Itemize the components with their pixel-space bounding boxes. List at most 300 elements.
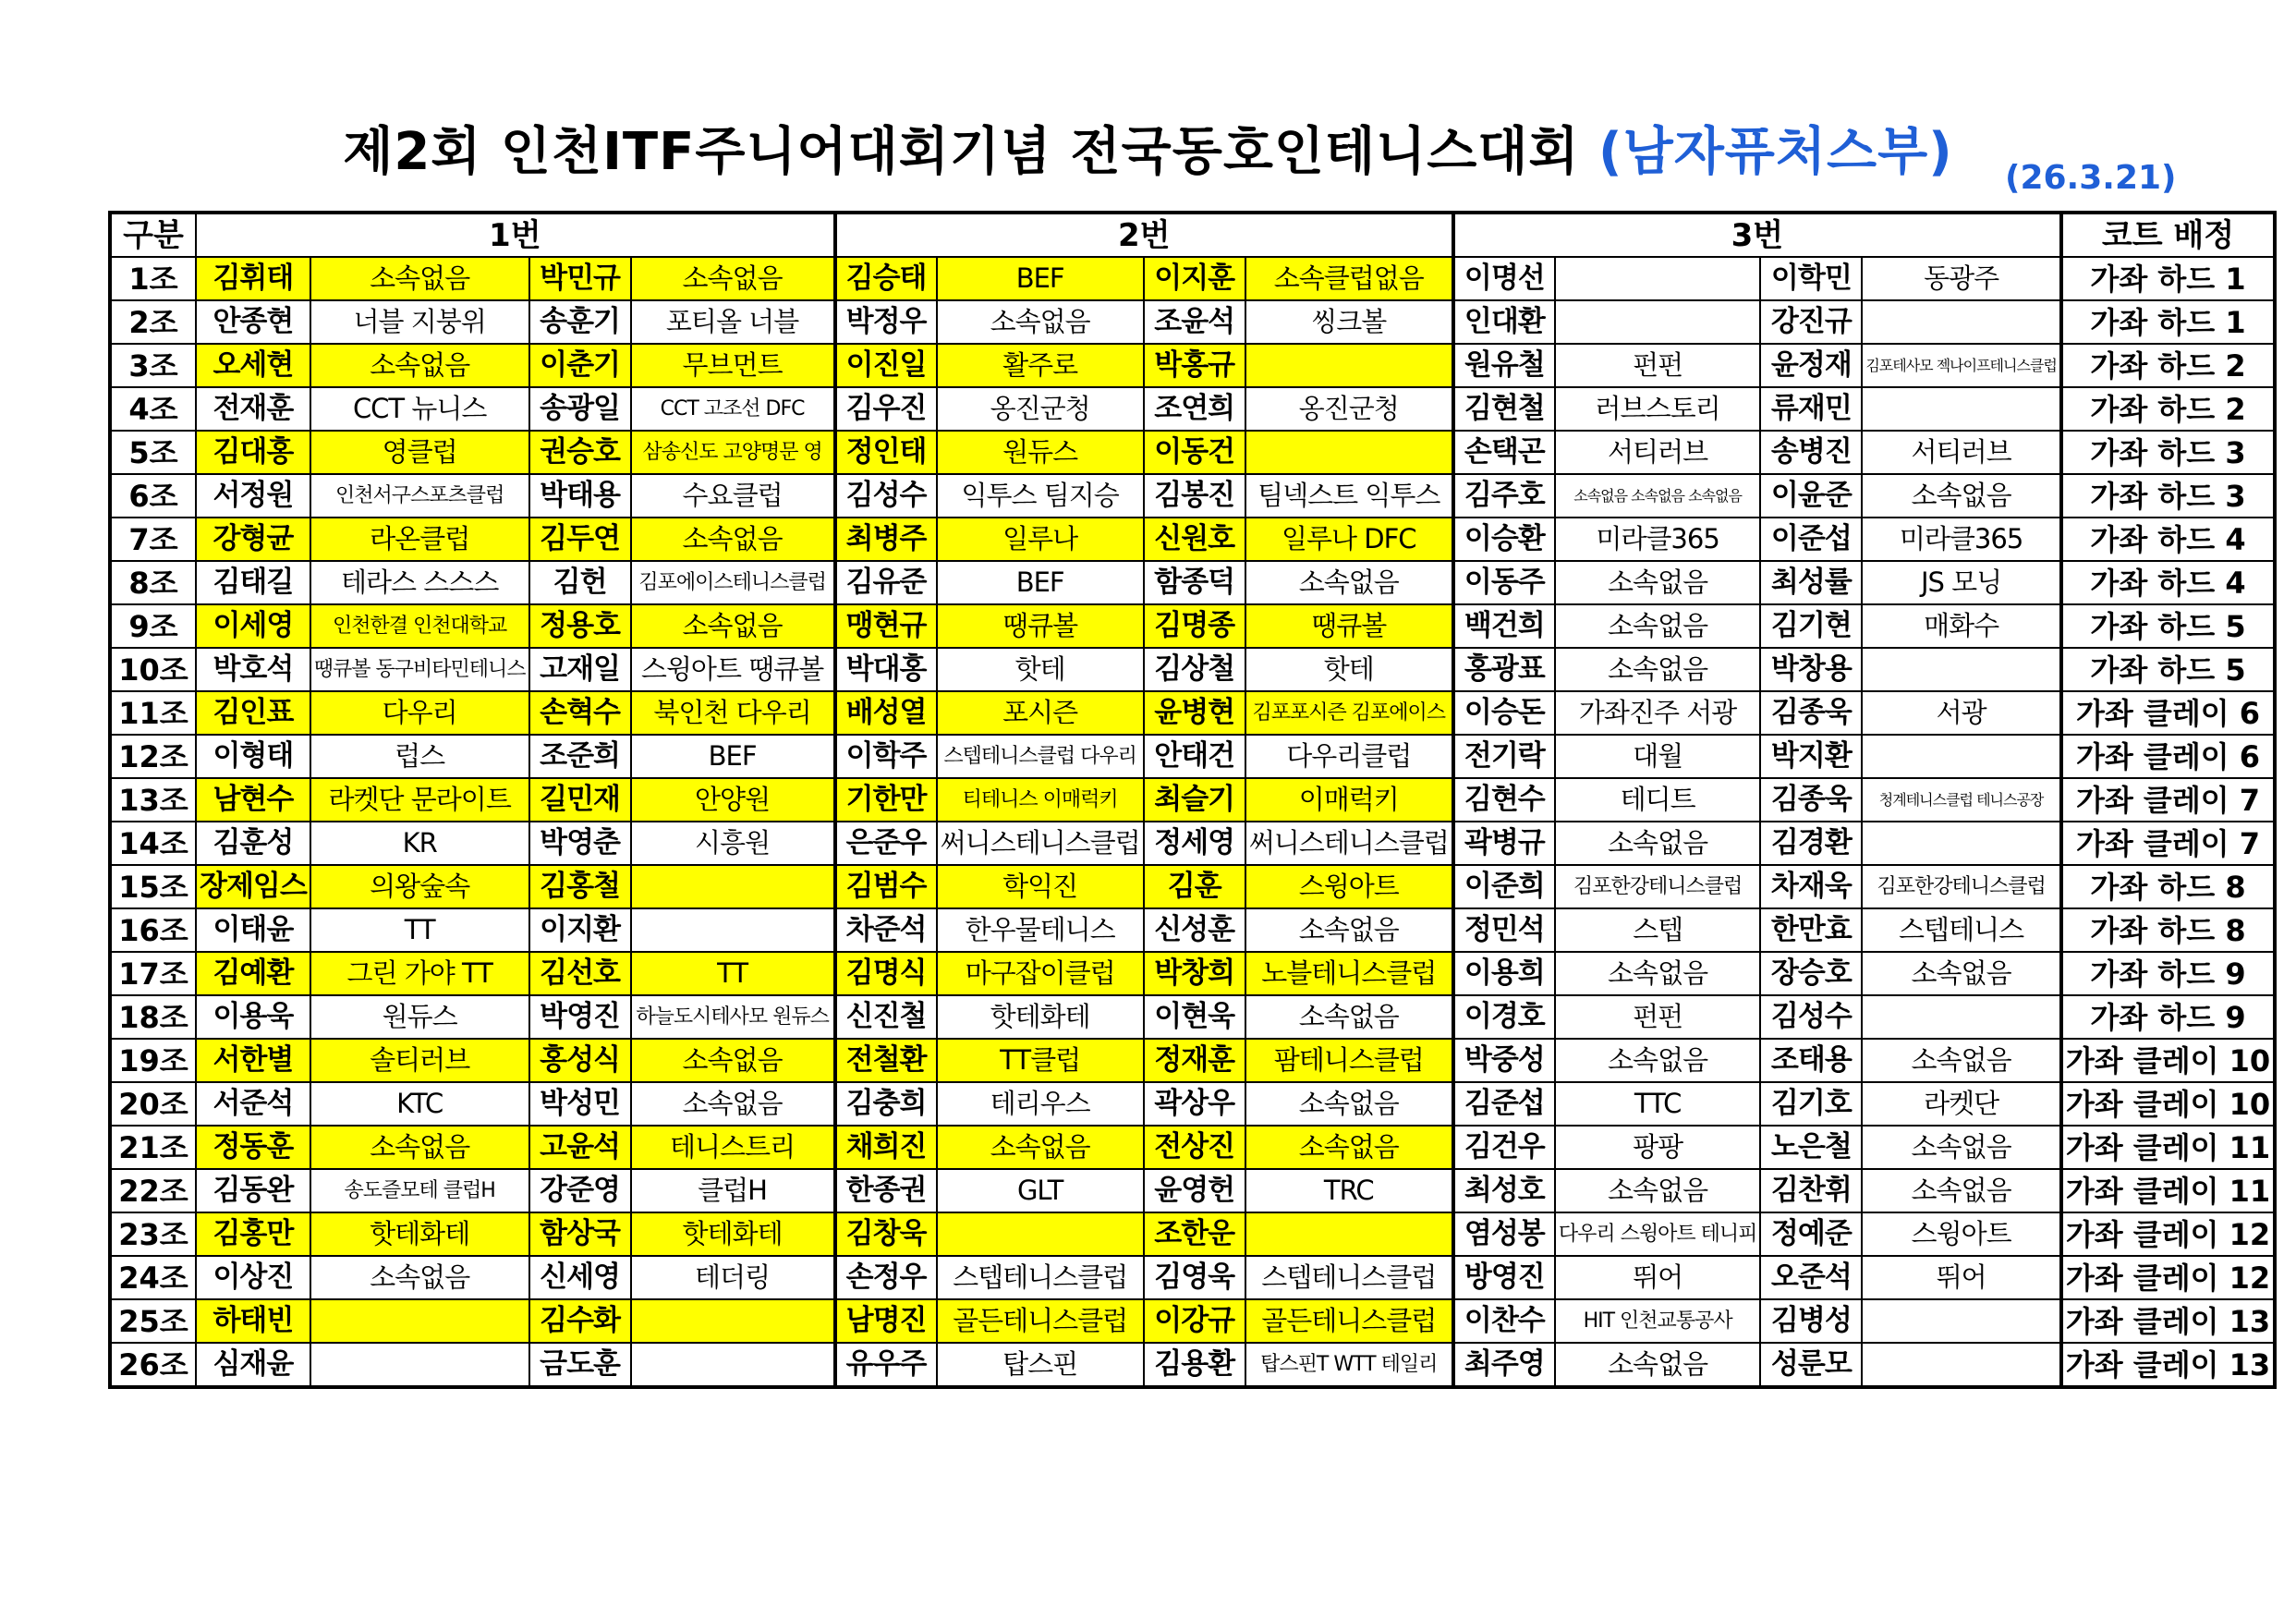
player-name: 길민재 [529, 778, 631, 822]
player-club: 소속없음 소속없음 소속없음 [1555, 474, 1761, 518]
player-name: 남명진 [835, 1299, 937, 1343]
court-assignment: 가좌 하드 2 [2061, 387, 2275, 431]
player-name: 김성수 [1760, 995, 1862, 1039]
player-name: 정세영 [1144, 822, 1245, 865]
group-label: 1조 [110, 257, 196, 300]
player-name: 김성수 [835, 474, 937, 518]
player-club: 펀펀 [1555, 995, 1761, 1039]
title-main: 제2회 인천ITF주니어대회기념 전국동호인테니스대회 [343, 122, 1598, 182]
player-club: 팜테니스클럽 [1245, 1039, 1453, 1082]
player-club: 핫테화테 [937, 995, 1144, 1039]
player-name: 김건우 [1453, 1126, 1555, 1169]
player-name: 조한운 [1144, 1212, 1245, 1256]
group-label: 3조 [110, 344, 196, 387]
player-name: 이명선 [1453, 257, 1555, 300]
player-club: 송도즐모테 클럽H [310, 1169, 529, 1212]
player-club: 시흥원 [631, 822, 835, 865]
player-name: 방영진 [1453, 1256, 1555, 1299]
player-name: 서정원 [196, 474, 310, 518]
player-club: 스윙아트 땡큐볼 [631, 648, 835, 691]
player-club [310, 1343, 529, 1387]
player-name: 이학민 [1760, 257, 1862, 300]
group-label: 24조 [110, 1256, 196, 1299]
player-club: 소속없음 [1555, 822, 1761, 865]
player-club: 이매럭키 [1245, 778, 1453, 822]
player-name: 곽병규 [1453, 822, 1555, 865]
player-name: 김용환 [1144, 1343, 1245, 1387]
table-row [110, 1039, 2275, 1082]
player-name: 배성열 [835, 691, 937, 735]
player-club: 소속클럽없음 [1245, 257, 1453, 300]
player-name: 윤영헌 [1144, 1169, 1245, 1212]
player-club: 소속없음 [310, 344, 529, 387]
player-name: 박대홍 [835, 648, 937, 691]
player-name: 박창희 [1144, 952, 1245, 995]
table-row [110, 300, 2275, 344]
group-label: 6조 [110, 474, 196, 518]
player-name: 곽상우 [1144, 1082, 1245, 1126]
table-row [110, 1212, 2275, 1256]
player-club: 써니스테니스클럽 [937, 822, 1144, 865]
player-name: 최슬기 [1144, 778, 1245, 822]
player-club: TTC [1555, 1082, 1761, 1126]
player-club: 가좌진주 서광 [1555, 691, 1761, 735]
court-assignment: 가좌 하드 5 [2061, 648, 2275, 691]
court-assignment: 가좌 하드 9 [2061, 952, 2275, 995]
player-club: 일루나 DFC [1245, 518, 1453, 561]
player-name: 손정우 [835, 1256, 937, 1299]
player-name: 신진철 [835, 995, 937, 1039]
page-title [0, 111, 2296, 185]
table-row [110, 995, 2275, 1039]
court-assignment: 가좌 클레이 7 [2061, 778, 2275, 822]
player-name: 류재민 [1760, 387, 1862, 431]
group-label: 4조 [110, 387, 196, 431]
player-club: 핫테화테 [631, 1212, 835, 1256]
player-name: 이윤준 [1760, 474, 1862, 518]
court-assignment: 가좌 하드 5 [2061, 604, 2275, 648]
table-row [110, 344, 2275, 387]
player-name: 박영진 [529, 995, 631, 1039]
table-row [110, 431, 2275, 474]
player-club: 스텝테니스클럽 [937, 1256, 1144, 1299]
player-club: 매화수 [1862, 604, 2060, 648]
player-club: 학익진 [937, 865, 1144, 908]
player-club: BEF [631, 735, 835, 778]
table-row [110, 822, 2275, 865]
player-name: 이태윤 [196, 908, 310, 952]
court-assignment: 가좌 클레이 10 [2061, 1039, 2275, 1082]
court-assignment: 가좌 클레이 10 [2061, 1082, 2275, 1126]
player-club: 다우리 [310, 691, 529, 735]
player-club [1862, 735, 2060, 778]
player-club: TRC [1245, 1169, 1453, 1212]
player-name: 이지훈 [1144, 257, 1245, 300]
player-name: 이승환 [1453, 518, 1555, 561]
player-club: 소속없음 [1555, 1039, 1761, 1082]
player-name: 하태빈 [196, 1299, 310, 1343]
group-label: 8조 [110, 561, 196, 604]
player-name: 손혁수 [529, 691, 631, 735]
player-club: 소속없음 [310, 257, 529, 300]
player-name: 박창용 [1760, 648, 1862, 691]
player-name: 이용욱 [196, 995, 310, 1039]
player-club [1555, 257, 1761, 300]
table-row [110, 1126, 2275, 1169]
group-label: 12조 [110, 735, 196, 778]
player-club: 안양원 [631, 778, 835, 822]
table-row [110, 518, 2275, 561]
player-club: 너블 지붕위 [310, 300, 529, 344]
player-club: 스텝테니스클럽 [1245, 1256, 1453, 1299]
player-club: 소속없음 [1862, 1169, 2060, 1212]
player-club: 소속없음 [937, 300, 1144, 344]
player-name: 김준섭 [1453, 1082, 1555, 1126]
player-name: 김명식 [835, 952, 937, 995]
player-club: TT [310, 908, 529, 952]
group-label: 13조 [110, 778, 196, 822]
player-club: 소속없음 [631, 1039, 835, 1082]
court-assignment: 가좌 하드 2 [2061, 344, 2275, 387]
player-name: 채희진 [835, 1126, 937, 1169]
event-date: (26.3.21) [2005, 159, 2177, 197]
player-name: 심재윤 [196, 1343, 310, 1387]
player-club: 김포테사모 젝나이프테니스클럽 [1862, 344, 2060, 387]
player-club: 핫테화테 [310, 1212, 529, 1256]
court-assignment: 가좌 클레이 6 [2061, 691, 2275, 735]
player-club [1862, 300, 2060, 344]
player-name: 은준우 [835, 822, 937, 865]
player-name: 강진규 [1760, 300, 1862, 344]
player-club: 솔티러브 [310, 1039, 529, 1082]
player-club: 인천한결 인천대학교 [310, 604, 529, 648]
table-row [110, 1343, 2275, 1387]
player-name: 전철환 [835, 1039, 937, 1082]
player-name: 박홍규 [1144, 344, 1245, 387]
player-name: 전상진 [1144, 1126, 1245, 1169]
player-name: 김봉진 [1144, 474, 1245, 518]
player-club: 일루나 [937, 518, 1144, 561]
player-name: 김명종 [1144, 604, 1245, 648]
group-label: 5조 [110, 431, 196, 474]
player-name: 서한별 [196, 1039, 310, 1082]
group-label: 14조 [110, 822, 196, 865]
court-assignment: 가좌 클레이 11 [2061, 1126, 2275, 1169]
player-club: 다우리 스윙아트 테니피 [1555, 1212, 1761, 1256]
player-club: 영클럽 [310, 431, 529, 474]
player-name: 박호석 [196, 648, 310, 691]
player-club: CCT 고조선 DFC [631, 387, 835, 431]
player-club: BEF [937, 257, 1144, 300]
player-club: 다우리클럽 [1245, 735, 1453, 778]
player-name: 김수화 [529, 1299, 631, 1343]
player-club: 소속없음 [1245, 908, 1453, 952]
player-name: 권승호 [529, 431, 631, 474]
player-name: 김대홍 [196, 431, 310, 474]
player-name: 전재훈 [196, 387, 310, 431]
header-slot-1: 1번 [196, 213, 835, 257]
player-name: 백건희 [1453, 604, 1555, 648]
player-club [1862, 648, 2060, 691]
player-club: 소속없음 [310, 1256, 529, 1299]
player-club: 스텝테니스 [1862, 908, 2060, 952]
player-club: 김포한강테니스클럽 [1555, 865, 1761, 908]
player-club: CCT 뉴니스 [310, 387, 529, 431]
player-name: 홍광표 [1453, 648, 1555, 691]
player-name: 김승태 [835, 257, 937, 300]
player-name: 남현수 [196, 778, 310, 822]
player-club: 스윙아트 [1245, 865, 1453, 908]
table-row [110, 1169, 2275, 1212]
player-name: 정인태 [835, 431, 937, 474]
player-name: 이준희 [1453, 865, 1555, 908]
player-club [1555, 300, 1761, 344]
player-name: 정동훈 [196, 1126, 310, 1169]
player-club: 소속없음 [1555, 648, 1761, 691]
player-name: 정재훈 [1144, 1039, 1245, 1082]
player-club: KR [310, 822, 529, 865]
court-assignment: 가좌 클레이 13 [2061, 1343, 2275, 1387]
player-name: 한만효 [1760, 908, 1862, 952]
player-name: 정용호 [529, 604, 631, 648]
player-club: 활주로 [937, 344, 1144, 387]
player-club [631, 1299, 835, 1343]
player-club: 핫테 [1245, 648, 1453, 691]
player-club: 북인천 다우리 [631, 691, 835, 735]
player-name: 이지환 [529, 908, 631, 952]
player-club: 김포한강테니스클럽 [1862, 865, 2060, 908]
player-club: 소속없음 [1245, 1082, 1453, 1126]
player-club [1862, 1299, 2060, 1343]
player-club: 포시즌 [937, 691, 1144, 735]
player-name: 송훈기 [529, 300, 631, 344]
player-club: 테리우스 [937, 1082, 1144, 1126]
player-club: 탑스핀T WTT 테일리 [1245, 1343, 1453, 1387]
group-label: 21조 [110, 1126, 196, 1169]
player-club: 테디트 [1555, 778, 1761, 822]
table-row [110, 908, 2275, 952]
player-club: TT [631, 952, 835, 995]
player-club [631, 908, 835, 952]
player-club: 러브스토리 [1555, 387, 1761, 431]
player-name: 신원호 [1144, 518, 1245, 561]
court-assignment: 가좌 클레이 13 [2061, 1299, 2275, 1343]
player-name: 유우주 [835, 1343, 937, 1387]
player-name: 고윤석 [529, 1126, 631, 1169]
player-name: 금도훈 [529, 1343, 631, 1387]
table-row [110, 865, 2275, 908]
court-assignment: 가좌 클레이 11 [2061, 1169, 2275, 1212]
player-club: 써니스테니스클럽 [1245, 822, 1453, 865]
player-name: 강형균 [196, 518, 310, 561]
player-name: 서준석 [196, 1082, 310, 1126]
player-name: 원유철 [1453, 344, 1555, 387]
player-name: 고재일 [529, 648, 631, 691]
table-row [110, 778, 2275, 822]
player-name: 김기현 [1760, 604, 1862, 648]
player-club: 소속없음 [1555, 952, 1761, 995]
player-name: 김인표 [196, 691, 310, 735]
player-club [1245, 431, 1453, 474]
player-name: 김경환 [1760, 822, 1862, 865]
player-club: 땡큐볼 [937, 604, 1144, 648]
player-name: 박지환 [1760, 735, 1862, 778]
player-name: 강준영 [529, 1169, 631, 1212]
player-name: 김휘태 [196, 257, 310, 300]
player-name: 김기호 [1760, 1082, 1862, 1126]
player-name: 신성훈 [1144, 908, 1245, 952]
player-name: 정예준 [1760, 1212, 1862, 1256]
player-name: 이용희 [1453, 952, 1555, 995]
header-slot-2: 2번 [835, 213, 1453, 257]
player-club [1862, 1343, 2060, 1387]
player-name: 안태건 [1144, 735, 1245, 778]
court-assignment: 가좌 하드 1 [2061, 257, 2275, 300]
player-club [1245, 1212, 1453, 1256]
player-name: 김상철 [1144, 648, 1245, 691]
player-name: 이현욱 [1144, 995, 1245, 1039]
player-name: 김홍만 [196, 1212, 310, 1256]
table-row [110, 257, 2275, 300]
player-club: 소속없음 [937, 1126, 1144, 1169]
player-club: 소속없음 [1555, 1343, 1761, 1387]
player-club: 펀펀 [1555, 344, 1761, 387]
player-club: 소속없음 [310, 1126, 529, 1169]
player-name: 함종덕 [1144, 561, 1245, 604]
player-name: 함상국 [529, 1212, 631, 1256]
player-club: 티테니스 이매럭키 [937, 778, 1144, 822]
group-label: 22조 [110, 1169, 196, 1212]
player-name: 김병성 [1760, 1299, 1862, 1343]
player-name: 박성민 [529, 1082, 631, 1126]
player-club [631, 865, 835, 908]
court-assignment: 가좌 클레이 7 [2061, 822, 2275, 865]
group-label: 17조 [110, 952, 196, 995]
player-club: TT클럽 [937, 1039, 1144, 1082]
player-club: 소속없음 [631, 604, 835, 648]
player-name: 성룬모 [1760, 1343, 1862, 1387]
table-row [110, 1299, 2275, 1343]
player-name: 김홍철 [529, 865, 631, 908]
group-label: 15조 [110, 865, 196, 908]
player-name: 장승호 [1760, 952, 1862, 995]
player-name: 최성률 [1760, 561, 1862, 604]
group-label: 25조 [110, 1299, 196, 1343]
player-club: 소속없음 [631, 1082, 835, 1126]
player-club: 서광 [1862, 691, 2060, 735]
player-name: 김헌 [529, 561, 631, 604]
table-row [110, 474, 2275, 518]
player-name: 김충희 [835, 1082, 937, 1126]
player-name: 이상진 [196, 1256, 310, 1299]
player-club: 소속없음 [1555, 561, 1761, 604]
player-name: 김두연 [529, 518, 631, 561]
player-club: 씽크볼 [1245, 300, 1453, 344]
player-name: 최병주 [835, 518, 937, 561]
player-club: 익투스 팀지승 [937, 474, 1144, 518]
court-assignment: 가좌 하드 4 [2061, 518, 2275, 561]
player-name: 이동주 [1453, 561, 1555, 604]
player-club: 소속없음 [1245, 995, 1453, 1039]
player-name: 이경호 [1453, 995, 1555, 1039]
player-name: 장제임스 [196, 865, 310, 908]
player-club: 원듀스 [937, 431, 1144, 474]
player-club [1862, 822, 2060, 865]
player-name: 이동건 [1144, 431, 1245, 474]
group-label: 20조 [110, 1082, 196, 1126]
player-club: 소속없음 [1555, 604, 1761, 648]
player-name: 김현철 [1453, 387, 1555, 431]
player-name: 박정우 [835, 300, 937, 344]
player-club: JS 모닝 [1862, 561, 2060, 604]
player-club: 청계테니스클럽 테니스공장 [1862, 778, 2060, 822]
player-club: 동광주 [1862, 257, 2060, 300]
player-name: 윤병현 [1144, 691, 1245, 735]
player-club: 대월 [1555, 735, 1761, 778]
player-name: 이찬수 [1453, 1299, 1555, 1343]
group-label: 18조 [110, 995, 196, 1039]
player-club: 옹진군청 [937, 387, 1144, 431]
title-division: (남자퓨처스부) [1598, 122, 1953, 182]
player-name: 정민석 [1453, 908, 1555, 952]
player-club: 클럽H [631, 1169, 835, 1212]
player-club: 소속없음 [631, 518, 835, 561]
player-club: 테라스 스스스 [310, 561, 529, 604]
player-club: 뛰어 [1555, 1256, 1761, 1299]
player-club: 탑스핀 [937, 1343, 1144, 1387]
player-name: 최성호 [1453, 1169, 1555, 1212]
player-name: 박태용 [529, 474, 631, 518]
court-assignment: 가좌 하드 4 [2061, 561, 2275, 604]
court-assignment: 가좌 하드 1 [2061, 300, 2275, 344]
player-club: 미라클365 [1862, 518, 2060, 561]
player-name: 기한만 [835, 778, 937, 822]
player-club: 팡팡 [1555, 1126, 1761, 1169]
player-club [1862, 387, 2060, 431]
player-name: 인대환 [1453, 300, 1555, 344]
player-club: 골든테니스클럽 [1245, 1299, 1453, 1343]
player-club: 서티러브 [1862, 431, 2060, 474]
player-club: 소속없음 [631, 257, 835, 300]
player-club: 김포에이스테니스클럽 [631, 561, 835, 604]
player-name: 최주영 [1453, 1343, 1555, 1387]
player-club: 원듀스 [310, 995, 529, 1039]
player-club: 의왕숲속 [310, 865, 529, 908]
player-name: 김현수 [1453, 778, 1555, 822]
player-name: 이형태 [196, 735, 310, 778]
player-club: 서티러브 [1555, 431, 1761, 474]
court-assignment: 가좌 하드 8 [2061, 908, 2275, 952]
group-label: 11조 [110, 691, 196, 735]
group-label: 10조 [110, 648, 196, 691]
player-club: 수요클럽 [631, 474, 835, 518]
player-name: 이승돈 [1453, 691, 1555, 735]
player-club: 핫테 [937, 648, 1144, 691]
player-name: 안종현 [196, 300, 310, 344]
player-name: 김훈 [1144, 865, 1245, 908]
player-club: 골든테니스클럽 [937, 1299, 1144, 1343]
player-name: 김종욱 [1760, 691, 1862, 735]
group-label: 2조 [110, 300, 196, 344]
player-name: 이학주 [835, 735, 937, 778]
player-name: 김동완 [196, 1169, 310, 1212]
group-label: 16조 [110, 908, 196, 952]
header-slot-3: 3번 [1453, 213, 2061, 257]
player-club: 그린 가야 TT [310, 952, 529, 995]
player-name: 김훈성 [196, 822, 310, 865]
player-name: 차준석 [835, 908, 937, 952]
player-name: 염성봉 [1453, 1212, 1555, 1256]
